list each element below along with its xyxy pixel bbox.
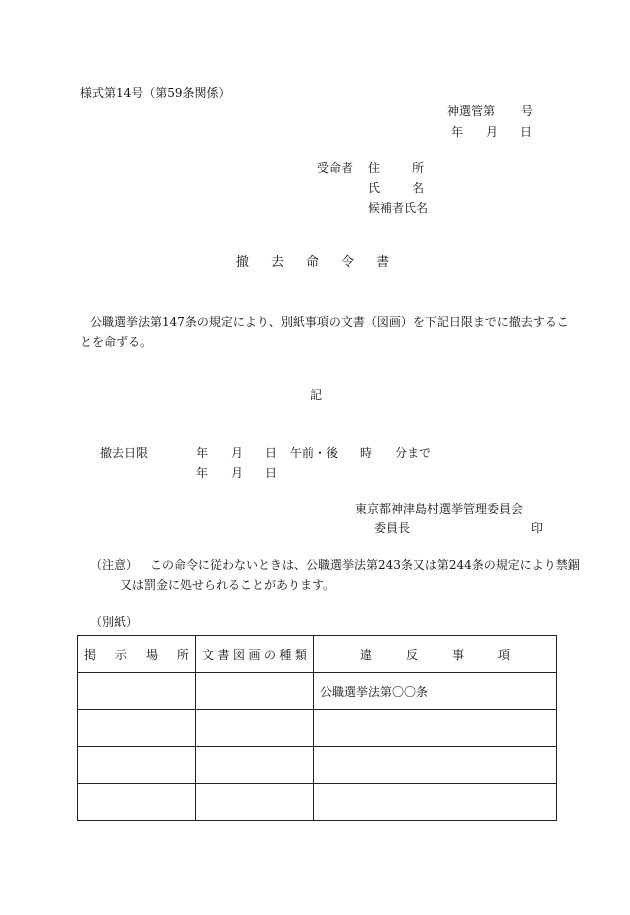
doc-number-suffix: 号 <box>521 104 534 118</box>
header-char: 文 <box>202 647 215 662</box>
deadline-ampm: 午前・後 <box>290 446 339 460</box>
seal-mark: 印 <box>531 521 544 535</box>
table-cell-type <box>196 710 314 747</box>
recipient-name-label-1: 氏 <box>368 181 381 195</box>
header-char: 掲 <box>84 647 97 662</box>
body-text-line-1: 公職選挙法第147条の規定により、別紙事項の文書（図画）を下記日限までに撤去するこ <box>90 315 569 329</box>
table-cell-violation: 公職選挙法第〇〇条 <box>314 673 557 710</box>
issue-date-day: 日 <box>520 125 533 139</box>
table-cell-violation <box>314 747 557 784</box>
deadline-year: 年 <box>196 446 209 460</box>
ki-heading: 記 <box>310 388 323 402</box>
header-char: 場 <box>145 647 158 662</box>
table-cell-location <box>78 673 196 710</box>
issue-date-year: 年 <box>451 125 464 139</box>
header-char: 事 <box>451 647 464 662</box>
header-char: 画 <box>248 647 261 662</box>
violation-table <box>77 635 557 821</box>
deadline-month: 月 <box>231 446 244 460</box>
deadline-hour: 時 <box>360 446 373 460</box>
form-id: 様式第14号（第59条関係） <box>80 86 231 100</box>
table-cell-location <box>78 784 196 821</box>
table-cell-violation <box>314 784 557 821</box>
document-title <box>236 256 389 269</box>
header-char: 違 <box>360 647 373 662</box>
title-char: 書 <box>376 255 390 270</box>
table-cell-type <box>196 747 314 784</box>
issue-date-month: 月 <box>486 125 499 139</box>
body-text-line-2: とを命ずる。 <box>80 335 153 349</box>
issuer-chair: 委員長 <box>374 521 411 535</box>
title-char: 命 <box>306 255 320 270</box>
table-cell-location <box>78 747 196 784</box>
table-cell-type <box>196 784 314 821</box>
table-row <box>78 747 557 784</box>
column-header-document-type <box>196 636 314 673</box>
table-cell-location <box>78 710 196 747</box>
note-label: （注意） <box>90 558 139 572</box>
deadline-month-2: 月 <box>231 466 244 480</box>
header-char: の <box>263 647 276 662</box>
deadline-label: 撤去日限 <box>100 446 149 460</box>
deadline-day: 日 <box>265 446 278 460</box>
issuer-committee: 東京都神津島村選挙管理委員会 <box>355 502 524 516</box>
column-header-violation <box>314 636 557 673</box>
recipient-candidate-name-label: 候補者氏名 <box>368 201 429 215</box>
title-char: 去 <box>271 255 285 270</box>
header-char: 種 <box>279 647 292 662</box>
recipient-address-label-2: 所 <box>412 161 425 175</box>
table-row <box>78 673 557 710</box>
header-char: 所 <box>176 647 189 662</box>
deadline-day-2: 日 <box>265 466 278 480</box>
title-char: 令 <box>341 255 355 270</box>
header-char: 書 <box>217 647 230 662</box>
note-text-line-1: この命令に従わないときは、公職選挙法第243条又は第244条の規定により禁錮 <box>150 558 580 572</box>
note-text-line-2: 又は罰金に処せられることがあります。 <box>120 578 336 592</box>
header-char: 反 <box>405 647 418 662</box>
annex-label: （別紙） <box>90 615 139 629</box>
table-row <box>78 710 557 747</box>
recipient-address-label-1: 住 <box>368 161 381 175</box>
doc-number-label: 神選管第 <box>447 104 496 118</box>
header-char: 類 <box>294 647 307 662</box>
table-row <box>78 784 557 821</box>
recipient-name-label-2: 名 <box>412 181 425 195</box>
deadline-year-2: 年 <box>196 466 209 480</box>
recipient-heading: 受命者 <box>317 161 354 175</box>
column-header-posting-location <box>78 636 196 673</box>
header-char: 示 <box>114 647 127 662</box>
table-cell-type <box>196 673 314 710</box>
title-char: 撤 <box>236 255 250 270</box>
header-char: 項 <box>497 647 510 662</box>
deadline-minute: 分まで <box>395 446 432 460</box>
table-cell-violation <box>314 710 557 747</box>
header-char: 図 <box>232 647 245 662</box>
table-header-row <box>78 636 557 673</box>
